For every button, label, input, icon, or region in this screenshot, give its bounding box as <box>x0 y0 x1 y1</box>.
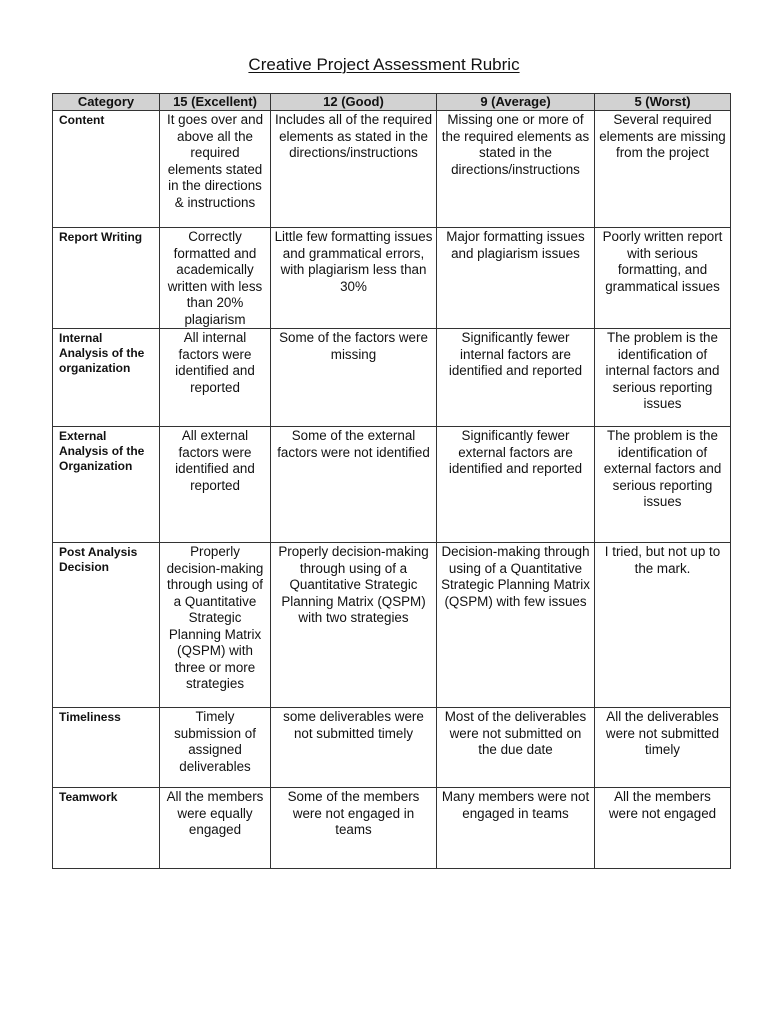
table-row-internal-analysis <box>53 329 731 427</box>
score-cell-excellent: All internal factors were identified and reported <box>160 329 271 427</box>
rubric-table <box>52 93 731 869</box>
column-header-category: Category <box>53 94 160 111</box>
score-cell-good: Includes all of the required elements as stated in the directions/instructions <box>271 111 437 228</box>
score-cell-excellent: All external factors were identified and reported <box>160 427 271 543</box>
score-cell-good: some deliverables were not submitted timely <box>271 708 437 788</box>
page-title: Creative Project Assessment Rubric <box>248 55 520 74</box>
score-cell-excellent: Properly decision-making through using of a Quantitative Strategic Planning Matrix (QSPM) with three or more strategies <box>160 543 271 708</box>
table-row-external-analysis <box>53 427 731 543</box>
table-row-timeliness <box>53 708 731 788</box>
score-cell-worst: All the deliverables were not submitted timely <box>595 708 731 788</box>
score-cell-worst: Several required elements are missing from the project <box>595 111 731 228</box>
score-cell-excellent: It goes over and above all the required elements stated in the directions & instructions <box>160 111 271 228</box>
score-cell-worst: Poorly written report with serious formatting, and grammatical issues <box>595 228 731 329</box>
column-header-average: 9 (Average) <box>437 94 595 111</box>
score-cell-worst: All the members were not engaged <box>595 788 731 869</box>
score-cell-average: Missing one or more of the required elements as stated in the directions/instructions <box>437 111 595 228</box>
column-header-good: 12 (Good) <box>271 94 437 111</box>
score-cell-good: Some of the external factors were not identified <box>271 427 437 543</box>
category-cell: Timeliness <box>53 708 160 788</box>
header-row <box>53 94 731 111</box>
table-row-teamwork <box>53 788 731 869</box>
score-cell-good: Properly decision-making through using of a Quantitative Strategic Planning Matrix (QSPM) with two strategies <box>271 543 437 708</box>
category-cell: Content <box>53 111 160 228</box>
column-header-excellent: 15 (Excellent) <box>160 94 271 111</box>
score-cell-excellent: All the members were equally engaged <box>160 788 271 869</box>
column-header-worst: 5 (Worst) <box>595 94 731 111</box>
score-cell-good: Some of the factors were missing <box>271 329 437 427</box>
category-cell: External Analysis of the Organization <box>53 427 160 543</box>
score-cell-average: Significantly fewer internal factors are identified and reported <box>437 329 595 427</box>
category-cell: Report Writing <box>53 228 160 329</box>
category-cell: Post Analysis Decision <box>53 543 160 708</box>
score-cell-worst: The problem is the identification of internal factors and serious reporting issues <box>595 329 731 427</box>
score-cell-good: Little few formatting issues and grammatical errors, with plagiarism less than 30% <box>271 228 437 329</box>
score-cell-worst: The problem is the identification of external factors and serious reporting issues <box>595 427 731 543</box>
score-cell-excellent: Correctly formatted and academically written with less than 20% plagiarism <box>160 228 271 329</box>
score-cell-average: Most of the deliverables were not submitted on the due date <box>437 708 595 788</box>
score-cell-good: Some of the members were not engaged in teams <box>271 788 437 869</box>
score-cell-average: Significantly fewer external factors are identified and reported <box>437 427 595 543</box>
score-cell-average: Many members were not engaged in teams <box>437 788 595 869</box>
score-cell-average: Major formatting issues and plagiarism issues <box>437 228 595 329</box>
score-cell-excellent: Timely submission of assigned deliverables <box>160 708 271 788</box>
score-cell-average: Decision-making through using of a Quantitative Strategic Planning Matrix (QSPM) with few issues <box>437 543 595 708</box>
table-row-content <box>53 111 731 228</box>
category-cell: Teamwork <box>53 788 160 869</box>
score-cell-worst: I tried, but not up to the mark. <box>595 543 731 708</box>
category-cell: Internal Analysis of the organization <box>53 329 160 427</box>
table-row-post-analysis-decision <box>53 543 731 708</box>
table-row-report-writing <box>53 228 731 329</box>
